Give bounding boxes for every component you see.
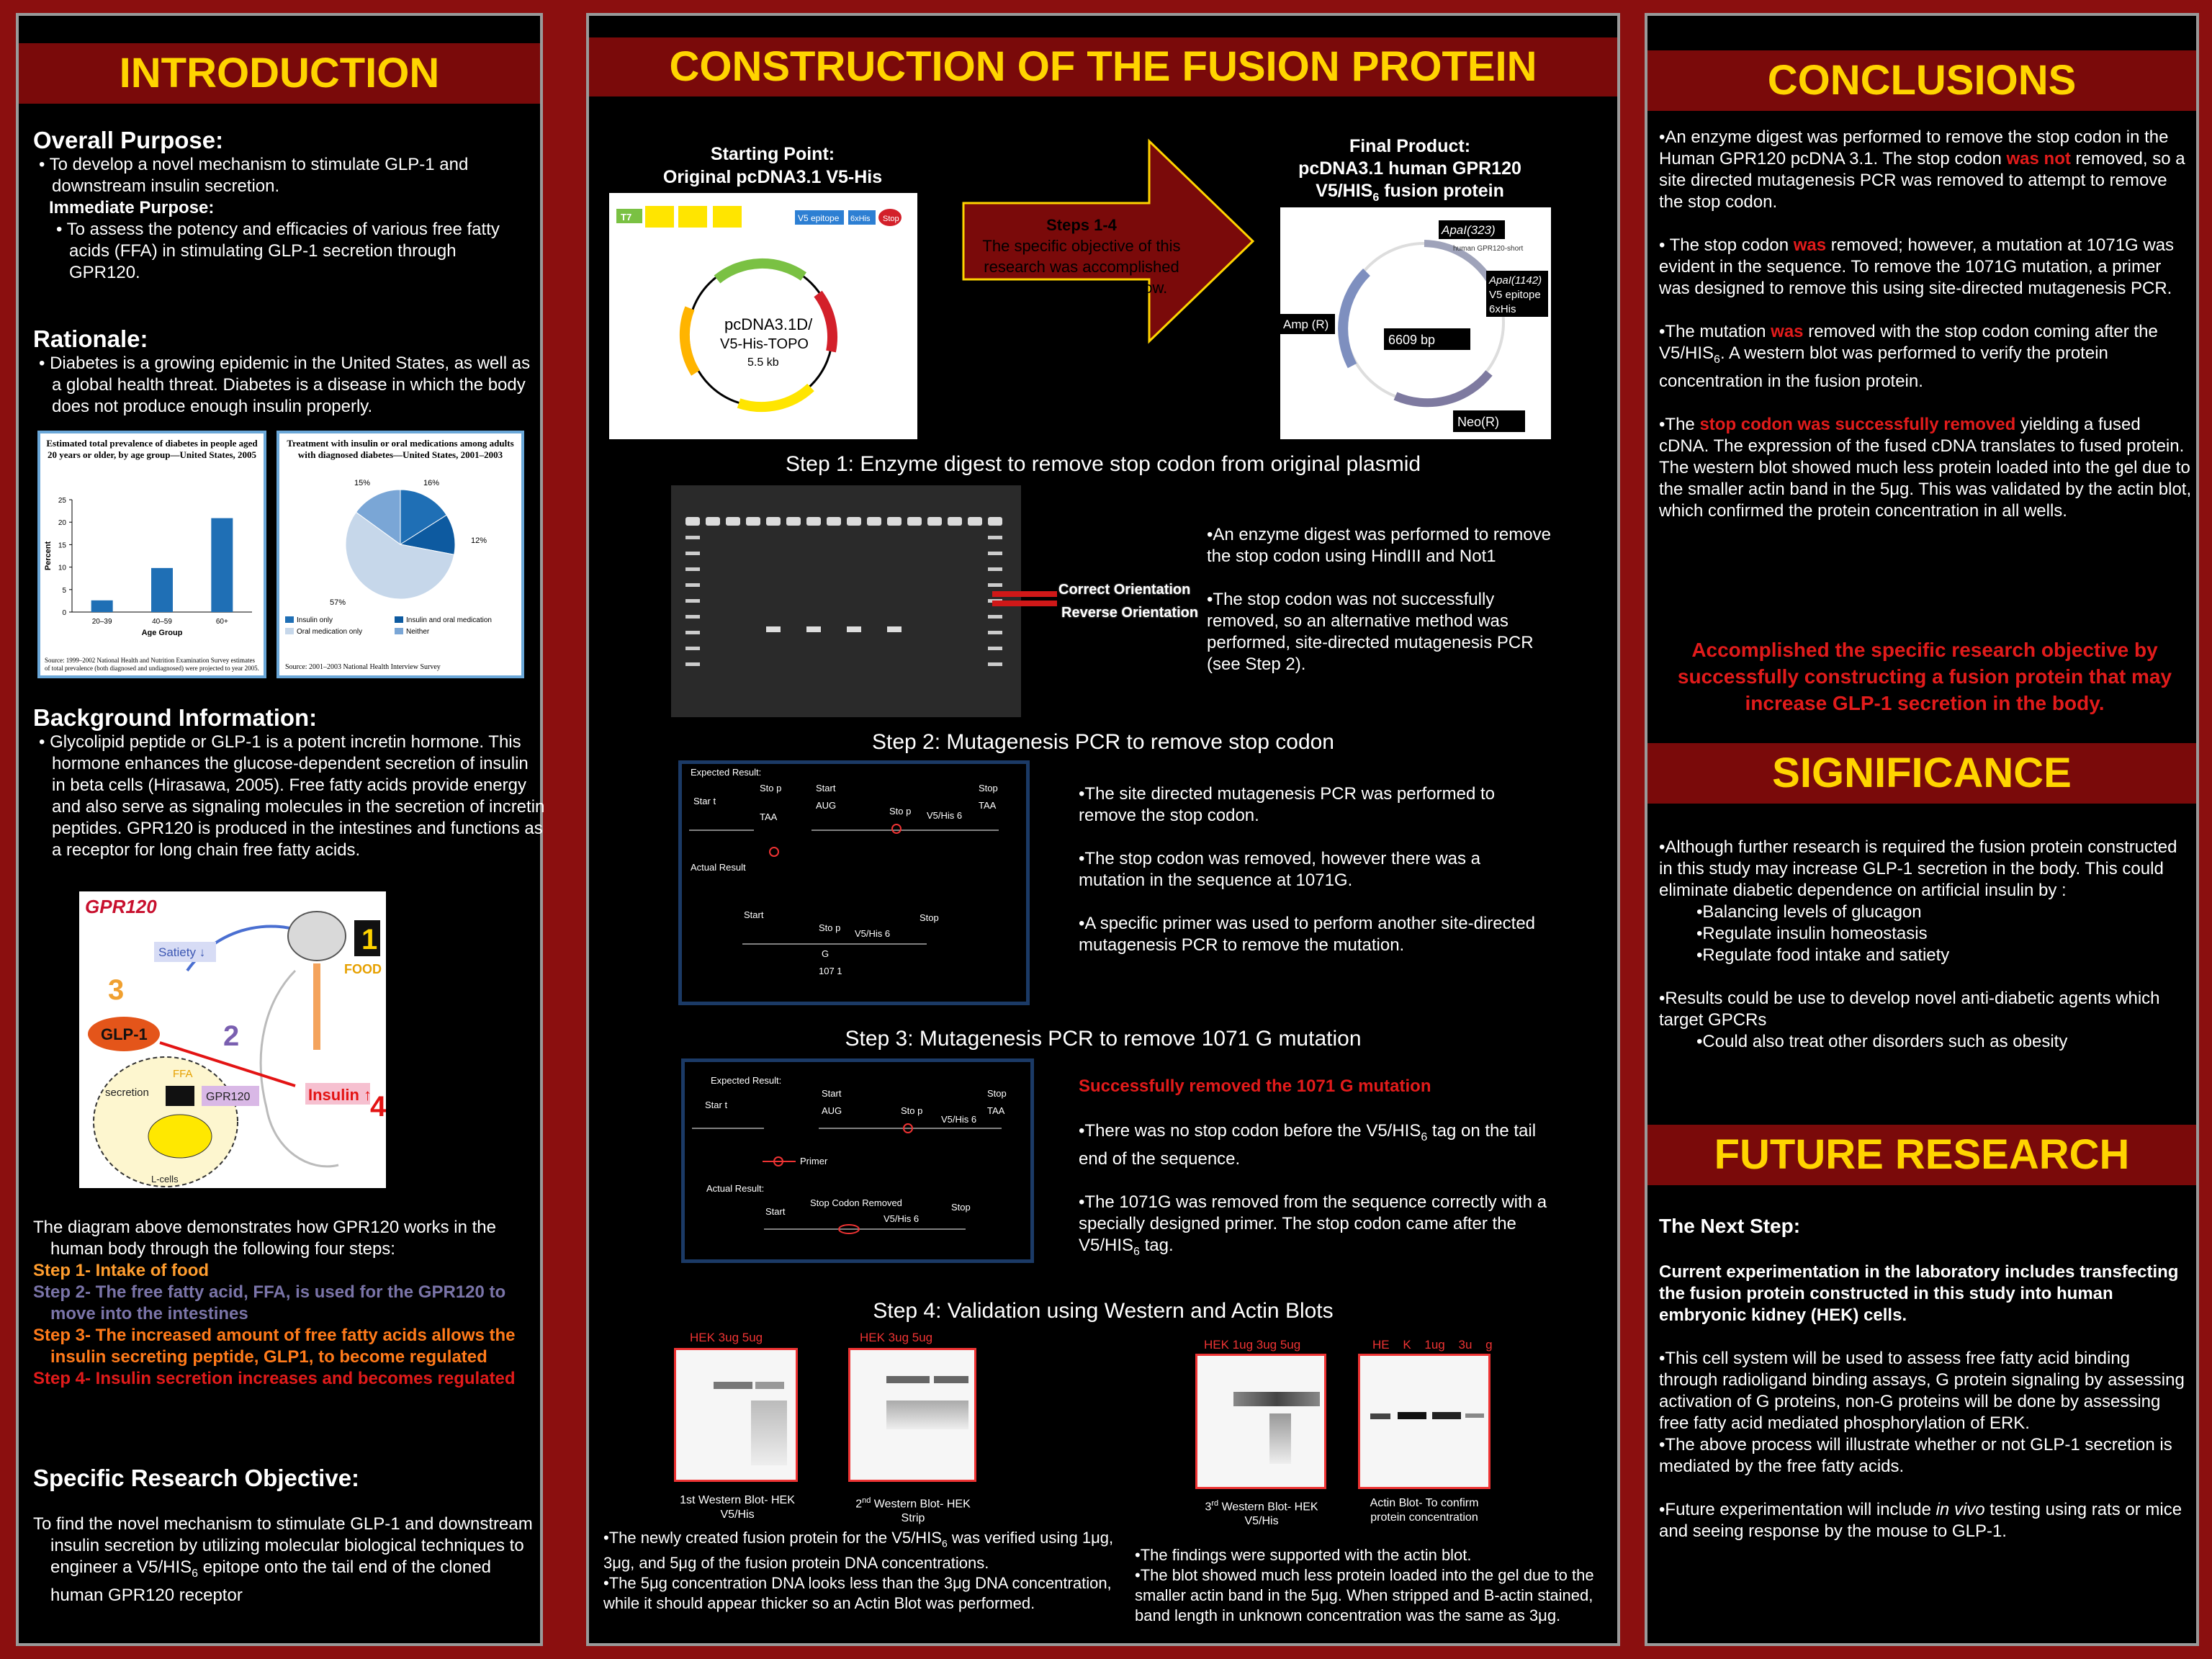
blot3-band bbox=[1233, 1392, 1320, 1406]
step3-aug: AUG bbox=[822, 1105, 842, 1116]
neo-segment bbox=[1395, 373, 1489, 403]
step2-1071: 107 1 bbox=[819, 966, 842, 976]
plasmid-name: pcDNA3.1D/ bbox=[724, 315, 813, 333]
puc-ori-segment bbox=[739, 387, 811, 407]
four-steps-text bbox=[33, 1217, 546, 1390]
insulin-label: Insulin ↑ bbox=[308, 1086, 372, 1104]
step3-stop-a: Sto p bbox=[901, 1105, 923, 1116]
ampicillin-segment bbox=[685, 308, 696, 373]
step3-heading: Step 3: Mutagenesis PCR to remove 1071 G mutation bbox=[845, 1027, 1362, 1051]
step2-expected-label: Expected Result: bbox=[691, 767, 762, 778]
final-plasmid-svg bbox=[1280, 207, 1551, 439]
gel-smear bbox=[827, 536, 841, 701]
gel-band-top bbox=[927, 517, 942, 526]
gel-ladder-band bbox=[685, 631, 700, 634]
amp-label: Amp (R) bbox=[1283, 318, 1329, 331]
gel-smear bbox=[907, 536, 922, 701]
gel-band-top bbox=[887, 517, 902, 526]
pie-legend-label: Insulin and oral medication bbox=[406, 616, 492, 624]
blot3-caption: 3rd Western Blot- HEK V5/His bbox=[1205, 1499, 1318, 1528]
gel-smear bbox=[927, 536, 942, 701]
gel-ladder-band bbox=[685, 662, 700, 666]
step2-actual-start: Start bbox=[744, 909, 764, 920]
ffa-label: FFA bbox=[173, 1068, 193, 1080]
actin-band-3 bbox=[1432, 1412, 1461, 1419]
significance-title: SIGNIFICANCE bbox=[1647, 743, 2196, 804]
starting-point-label: Starting Point: Original pcDNA3.1 V5-His bbox=[662, 144, 883, 187]
bar-y-tick-label: 15 bbox=[58, 541, 66, 550]
glp1-label: GLP-1 bbox=[101, 1025, 148, 1043]
gel-ladder-band bbox=[988, 615, 1002, 619]
step4-left-text: •The newly created fusion protein for the $V5/HIS_6$ was verified using 1μg, 3μg, and 5μg of the fusion protein DNA concentrations. •The 5μg concentration DNA looks less than the 3μg DNA concentration, while it should appear thicker so an Actin Blot was performed. bbox=[603, 1529, 1114, 1613]
satiety-label: Satiety ↓ bbox=[158, 945, 206, 959]
step3-v5his: V5/His 6 bbox=[941, 1114, 977, 1125]
introduction-panel bbox=[16, 13, 543, 1646]
t7-label: T7 bbox=[621, 212, 632, 222]
step2-actual-label: Actual Result bbox=[691, 862, 746, 873]
step2-stop-a: Sto p bbox=[760, 783, 782, 793]
amp-segment bbox=[1343, 272, 1367, 366]
step4-text: Step 4- Insulin secretion increases and becomes regulated bbox=[33, 1369, 516, 1388]
blot2-caption: 2nd Western Blot- HEK Strip bbox=[855, 1496, 971, 1525]
pie-slice-label: 12% bbox=[471, 536, 487, 545]
reverse-orientation-marker bbox=[992, 601, 1057, 606]
pcmv-segment bbox=[717, 264, 804, 279]
gel-band-top bbox=[746, 517, 760, 526]
arrow-text: Steps 1-4 The specific objective of this research was accomplished through the steps below. bbox=[982, 216, 1181, 297]
gel-orientation-band bbox=[806, 626, 821, 632]
sequence-box-2 bbox=[678, 206, 707, 228]
brain-icon bbox=[288, 912, 346, 961]
gel-band-top bbox=[685, 517, 700, 526]
gel-ladder-band bbox=[988, 647, 1002, 650]
conclusions-text: •An enzyme digest was performed to remove the stop codon in the Human GPR120 pcDNA 3.1. The stop codon was not removed, so a site directed mutagenesis PCR was removed to attempt to remove the stop codon. • The stop codon was removed; however, a mutation at 1071G was evident in the sequence. To remove the 1071G mutation, a primer was designed to remove this using site-directed mutagenesis PCR. •The mutation was removed with the stop codon coming after the $V5/HIS_6$. A western blot was performed to verify the protein concentration in the fusion protein. •The stop codon was successfully removed yielding a fused cDNA. The expression of the fused cDNA translates to fused protein. The western blot showed much less protein loaded into the gel due to the smaller actin band in the 5μg. This was validated by the actin blot, which confirmed the protein concentration in all wells. bbox=[1659, 127, 2192, 521]
gpr120-fig-title: GPR120 bbox=[85, 896, 157, 917]
gel-smear bbox=[786, 536, 801, 701]
gel-image bbox=[671, 485, 1021, 717]
gel-band-top bbox=[907, 517, 922, 526]
overall-purpose-heading: Overall Purpose: bbox=[33, 127, 224, 153]
gel-smear bbox=[726, 536, 740, 701]
step2-g: G bbox=[822, 948, 830, 959]
gel-band-top bbox=[706, 517, 720, 526]
apai1142-label: ApaI(1142) bbox=[1489, 274, 1542, 287]
conclusions-title: CONCLUSIONS bbox=[1647, 50, 2196, 111]
step3-actual-label: Actual Result: bbox=[706, 1183, 765, 1194]
bar-y-axis-label: Percent bbox=[44, 541, 53, 571]
sequence-box-1 bbox=[645, 206, 674, 228]
gel-smear bbox=[746, 536, 760, 701]
introduction-title: INTRODUCTION bbox=[19, 43, 540, 104]
gel-ladder-band bbox=[685, 615, 700, 619]
blot1-caption: 1st Western Blot- HEK V5/His bbox=[680, 1494, 795, 1521]
gpr120-diagram-svg bbox=[79, 891, 386, 1188]
neo-label: Neo(R) bbox=[1457, 415, 1500, 429]
apai323-label: ApaI(323) bbox=[1442, 223, 1496, 237]
rationale-heading: Rationale: bbox=[33, 325, 148, 352]
bar-y-tick-label: 5 bbox=[62, 586, 66, 595]
step2-start-a: Star t bbox=[693, 796, 716, 806]
body-outline bbox=[261, 971, 338, 1166]
stop-label: Stop bbox=[883, 215, 899, 223]
gel-ladder-band bbox=[685, 567, 700, 571]
gel-smear bbox=[806, 536, 821, 701]
immediate-purpose-bullet: To assess the potency and efficacies of various free fatty acids (FFA) in stimulating GLP-1 secretion through GPR120. bbox=[66, 220, 500, 282]
step4-heading: Step 4: Validation using Western and Actin Blots bbox=[873, 1299, 1334, 1323]
gpr120-short-label: human GPR120-short bbox=[1453, 245, 1524, 253]
gel-smear bbox=[887, 536, 902, 701]
pie-legend-swatch bbox=[395, 628, 403, 634]
gel-band-top bbox=[786, 517, 801, 526]
step3-expected-label: Expected Result: bbox=[711, 1075, 782, 1086]
gel-band-top bbox=[847, 517, 861, 526]
step1-number: 1 bbox=[361, 924, 378, 956]
gel-smear bbox=[948, 536, 962, 701]
gel-ladder-band bbox=[685, 583, 700, 587]
blot2-smear bbox=[886, 1401, 968, 1429]
gel-smear bbox=[847, 536, 861, 701]
step2-stop-b: Sto p bbox=[889, 806, 912, 817]
gel-smear bbox=[968, 536, 982, 701]
plasmid-ring bbox=[688, 262, 832, 406]
step2-heading: Step 2: Mutagenesis PCR to remove stop codon bbox=[871, 730, 1334, 754]
blot4-lanes: HE K 1ug 3u g bbox=[1372, 1338, 1493, 1352]
gel-band-top bbox=[726, 517, 740, 526]
step1-bullets: •An enzyme digest was performed to remove the stop codon using HindIII and Not1 •The stop codon was not successfully removed, so an alternative method was performed, site-directed mutagenesis PCR (see Step 2). bbox=[1207, 525, 1551, 674]
receptor-icon bbox=[166, 1086, 194, 1106]
gel-band-top bbox=[827, 517, 841, 526]
neomycin-segment bbox=[818, 294, 832, 351]
step3-diagram bbox=[681, 1058, 1034, 1263]
bar-category-label: 60+ bbox=[215, 618, 228, 626]
pie-legend-label: Neither bbox=[406, 628, 430, 636]
bar-chart-svg bbox=[40, 471, 264, 637]
gel-ladder-band bbox=[988, 536, 1002, 539]
food-label: FOOD bbox=[344, 962, 382, 976]
gel-ladder-band bbox=[685, 599, 700, 603]
objective-heading: Specific Research Objective: bbox=[33, 1465, 360, 1491]
step2-aug: AUG bbox=[816, 800, 837, 811]
gel-smear bbox=[867, 536, 881, 701]
step3-bullets: Successfully removed the 1071 G mutation •There was no stop codon before the $V5/HIS_6$ tag on the tail end of the sequence. •The 1071G was removed from the sequence correctly with a specially designed primer. The stop codon came after the $V5/HIS_6$ tag. bbox=[1079, 1076, 1557, 1263]
gel-band-top bbox=[867, 517, 881, 526]
gel-ladder-band bbox=[988, 662, 1002, 666]
step2-stop-c: Stop bbox=[979, 783, 998, 793]
gel-band-top bbox=[806, 517, 821, 526]
step3-result: Successfully removed the 1071 G mutation bbox=[1079, 1076, 1431, 1096]
pie-legend-label: Insulin only bbox=[297, 616, 333, 624]
step3-start-b: Start bbox=[822, 1088, 842, 1099]
gel-smear bbox=[706, 536, 720, 701]
background-heading: Background Information: bbox=[33, 704, 318, 731]
pie-chart-svg bbox=[279, 471, 521, 651]
pie-legend-swatch bbox=[285, 628, 294, 634]
bar-y-tick-label: 20 bbox=[58, 519, 66, 528]
gel-orientation-band bbox=[766, 626, 781, 632]
pie-chart-source: Source: 2001–2003 National Health Interview Survey bbox=[285, 663, 441, 671]
step2-bullets: •The site directed mutagenesis PCR was performed to remove the stop codon. •The stop codon was removed, however there was a mutation in the sequence at 1071G. •A specific primer was used to perform another site-directed mutagenesis PCR to remove the mutation. bbox=[1079, 784, 1536, 955]
bar-y-tick-label: 25 bbox=[58, 497, 66, 505]
pie-slice-label: 57% bbox=[330, 598, 346, 607]
bar-category-label: 40–59 bbox=[152, 618, 172, 626]
step4-number: 4 bbox=[370, 1091, 386, 1123]
overall-purpose-text: • To develop a novel mechanism to stimulate GLP-1 and downstream insulin secretion. Immediate Purpose: • To assess the potency and efficacies of various free fatty acids (FFA) in stimulating GLP-1 secretion through GPR120. bbox=[33, 154, 530, 284]
purpose-bullet: To develop a novel mechanism to stimulate GLP-1 and downstream insulin secretion. bbox=[49, 155, 469, 196]
step2-mutation-circle bbox=[770, 848, 778, 856]
step3-primer: Primer bbox=[800, 1156, 828, 1166]
future-research-text: The Next Step: Current experimentation in the laboratory includes transfecting the fusion protein constructed in this study into human embryonic kidney (HEK) cells. •This cell system will be used to assess free fatty acid binding through radioligand binding assays, G protein signaling by assessing activation of G proteins, non-G proteins will be done by assessing free fatty acid mediated phosphorylation of ERK. •The above process will illustrate whether or not GLP-1 secretion is mediated by the free fatty acids. •Future experimentation will include in vivo testing using rats or mice and seeing response by the mouse to GLP-1. bbox=[1659, 1215, 2185, 1541]
step1-heading: Step 1: Enzyme digest to remove stop codon from original plasmid bbox=[785, 452, 1421, 476]
step2-diagram-svg bbox=[682, 764, 1026, 1002]
blot1-smear bbox=[751, 1401, 787, 1465]
blot3-smear bbox=[1269, 1413, 1291, 1464]
bp-label: 6609 bp bbox=[1388, 333, 1436, 347]
sequence-box-3 bbox=[713, 206, 742, 228]
rationale-text: • Diabetes is a growing epidemic in the United States, as well as a global health threat. Diabetes is a disease in which the body does not produce enough insulin properly. bbox=[39, 354, 531, 416]
gpr120-illustration bbox=[79, 891, 386, 1188]
right-panel bbox=[1645, 13, 2199, 1646]
blot3-lanes: HEK 1ug 3ug 5ug bbox=[1204, 1338, 1301, 1352]
blot1-band-b bbox=[755, 1382, 784, 1389]
plasmid-size: 5.5 kb bbox=[747, 356, 779, 369]
step3-stop-b: Stop bbox=[987, 1088, 1007, 1099]
background-text: • Glycolipid peptide or GLP-1 is a potent incretin hormone. This hormone enhances the glucose-dependent secretion of insulin in beta cells (Hirasawa, 2005). Free fatty acids provide energy and also serve as signaling molecules in the secretion of incretin peptides. GPR120 is produced in the intestines and functions as a receptor for long chain free fatty acids. bbox=[39, 732, 545, 860]
actin-band-2 bbox=[1398, 1412, 1426, 1419]
gel-band-top bbox=[968, 517, 982, 526]
step2-number: 2 bbox=[223, 1020, 240, 1052]
gel-orientation-band bbox=[887, 626, 902, 632]
gel-band-top bbox=[948, 517, 962, 526]
step3-taa: TAA bbox=[987, 1105, 1005, 1116]
treatment-pie-chart bbox=[276, 431, 524, 678]
step2-actual-v5his: V5/His 6 bbox=[855, 928, 891, 939]
6xhis-label: 6xHis bbox=[850, 215, 871, 223]
gel-ladder-band bbox=[685, 552, 700, 555]
gel-ladder-band bbox=[988, 552, 1002, 555]
blot1-band-a bbox=[714, 1382, 752, 1389]
plasmid-name-2: V5-His-TOPO bbox=[720, 336, 809, 352]
final-v5-label: V5 epitope bbox=[1489, 289, 1541, 301]
pie-legend-label: Oral medication only bbox=[297, 628, 363, 636]
pie-slice-label: 15% bbox=[354, 479, 371, 487]
gel-ladder-band bbox=[988, 567, 1002, 571]
western-blot-2 bbox=[848, 1348, 976, 1482]
bar-chart-title: Estimated total prevalence of diabetes in people aged 20 years or older, by age group—United States, 2005 bbox=[46, 438, 258, 460]
step2-v5his: V5/His 6 bbox=[927, 810, 963, 821]
actin-blot bbox=[1358, 1354, 1491, 1489]
pie-chart-title: Treatment with insulin or oral medications among adults with diagnosed diabetes—United States, 2001–2003 bbox=[287, 438, 514, 460]
step3-number: 3 bbox=[108, 974, 125, 1006]
correct-orientation-marker bbox=[992, 591, 1057, 597]
actin-band-1 bbox=[1370, 1413, 1390, 1419]
step2-actual-stopb: Stop bbox=[920, 912, 939, 923]
step3-text: Step 3- The increased amount of free fatty acids allows the insulin secreting peptide, GLP1, to become regulated bbox=[33, 1326, 516, 1367]
final-plasmid-map bbox=[1280, 207, 1551, 439]
step3-actual-start: Start bbox=[765, 1206, 786, 1217]
gel-ladder-band bbox=[988, 631, 1002, 634]
pie-slice-label: 16% bbox=[423, 479, 440, 487]
objective-text: To find the novel mechanism to stimulate GLP-1 and downstream insulin secretion by utilizing molecular biological techniques to engineer a $V5/HIS_6$ epitope onto the tail end of the cloned human GPR120 receptor bbox=[33, 1514, 533, 1605]
step3-stop-removed: Stop Codon Removed bbox=[810, 1197, 902, 1208]
gel-ladder-band bbox=[988, 583, 1002, 587]
significance-text: •Although further research is required the fusion protein constructed in this study may increase GLP-1 secretion in the body. This could eliminate diabetic dependence on artificial insulin by : •Balancing levels of glucagon •Regulate insulin homeostasis •Regulate food intake and satiety •Results could be use to develop novel anti-diabetic agents which target GPCRs •Could also treat other disorders such as obesity bbox=[1659, 837, 2177, 1051]
original-plasmid-map bbox=[609, 193, 917, 439]
western-blot-1 bbox=[674, 1348, 798, 1482]
bar bbox=[211, 518, 233, 612]
gel-orientation-band bbox=[847, 626, 861, 632]
secretion-label: secretion bbox=[105, 1087, 149, 1099]
v5-epitope-label: V5 epitope bbox=[798, 213, 840, 223]
bar-category-label: 20–39 bbox=[91, 618, 112, 626]
final-6xhis-label: 6xHis bbox=[1489, 303, 1516, 315]
step2-diagram bbox=[678, 760, 1030, 1005]
actin-band-4 bbox=[1465, 1413, 1484, 1418]
gel-band-top bbox=[988, 517, 1002, 526]
step2-taa-b: TAA bbox=[979, 800, 997, 811]
blot2-band-a bbox=[886, 1376, 930, 1383]
step3-diagram-svg bbox=[685, 1062, 1030, 1259]
step1-text: Step 1- Intake of food bbox=[33, 1261, 210, 1280]
future-research-title: FUTURE RESEARCH bbox=[1647, 1125, 2196, 1185]
bar bbox=[151, 568, 173, 612]
immediate-purpose-heading: Immediate Purpose: bbox=[49, 198, 215, 217]
bar-x-axis-label: Age Group bbox=[141, 629, 183, 637]
construction-panel bbox=[586, 13, 1620, 1646]
gel-ladder-band bbox=[685, 647, 700, 650]
blot2-lanes: HEK 3ug 5ug bbox=[860, 1331, 933, 1344]
prevalence-bar-chart bbox=[37, 431, 266, 678]
final-product-label: Final Product: pcDNA3.1 human GPR120 $V5/HIS_6$ fusion protein bbox=[1298, 136, 1521, 204]
step2-text: Step 2- The free fatty acid, FFA, is used for the GPR120 to move into the intestines bbox=[33, 1282, 506, 1323]
step3-actual-stopb: Stop bbox=[951, 1202, 971, 1213]
construction-title: CONSTRUCTION OF THE FUSION PROTEIN bbox=[589, 37, 1617, 96]
actin-caption: Actin Blot- To confirm protein concentration bbox=[1370, 1497, 1479, 1524]
lcell-icon bbox=[148, 1115, 212, 1158]
step2-stop-circle bbox=[892, 824, 901, 833]
bar-y-tick-label: 0 bbox=[62, 609, 66, 617]
correct-orientation-label: Correct Orientation bbox=[1058, 582, 1191, 598]
step2-taa-a: TAA bbox=[760, 811, 778, 822]
blot1-lanes: HEK 3ug 5ug bbox=[690, 1331, 763, 1344]
gel-band-top bbox=[766, 517, 781, 526]
gel-ladder-band bbox=[685, 536, 700, 539]
reverse-orientation-label: Reverse Orientation bbox=[1061, 605, 1199, 621]
step2-start-b: Start bbox=[816, 783, 836, 793]
step3-actual-v5his: V5/His 6 bbox=[884, 1213, 920, 1224]
accomplished-statement: Accomplished the specific research objective by successfully constructing a fusion protein that may increase GLP-1 secretion in the body. bbox=[1677, 639, 2172, 714]
western-blot-3 bbox=[1195, 1354, 1326, 1489]
lcells-label: L-cells bbox=[151, 1174, 179, 1184]
gel-smear bbox=[766, 536, 781, 701]
gpr120-box-label: GPR120 bbox=[206, 1091, 251, 1103]
original-plasmid-svg bbox=[609, 193, 917, 439]
step2-actual-stop: Sto p bbox=[819, 922, 841, 933]
diagram-description: The diagram above demonstrates how GPR120 works in the human body through the following four steps: bbox=[33, 1218, 496, 1259]
pie-legend-swatch bbox=[285, 616, 294, 623]
blot2-band-b bbox=[934, 1376, 968, 1383]
gel-svg bbox=[671, 485, 1021, 717]
bar-y-tick-label: 10 bbox=[58, 564, 66, 572]
bar-chart-source: Source: 1999–2002 National Health and Nutrition Examination Survey estimates of total prevalence (both diagnosed and undiagnosed) were projected to year 2005. bbox=[45, 657, 259, 672]
pie-legend-swatch bbox=[395, 616, 403, 623]
step3-start-a: Star t bbox=[705, 1100, 728, 1110]
step4-right-text: •The findings were supported with the actin blot. •The blot showed much less protein loaded into the gel due to the smaller actin band in the 5μg. When stripped and B-actin stained, band length in unknown concentration was the same as 3μg. bbox=[1135, 1546, 1594, 1624]
bar bbox=[91, 601, 113, 612]
